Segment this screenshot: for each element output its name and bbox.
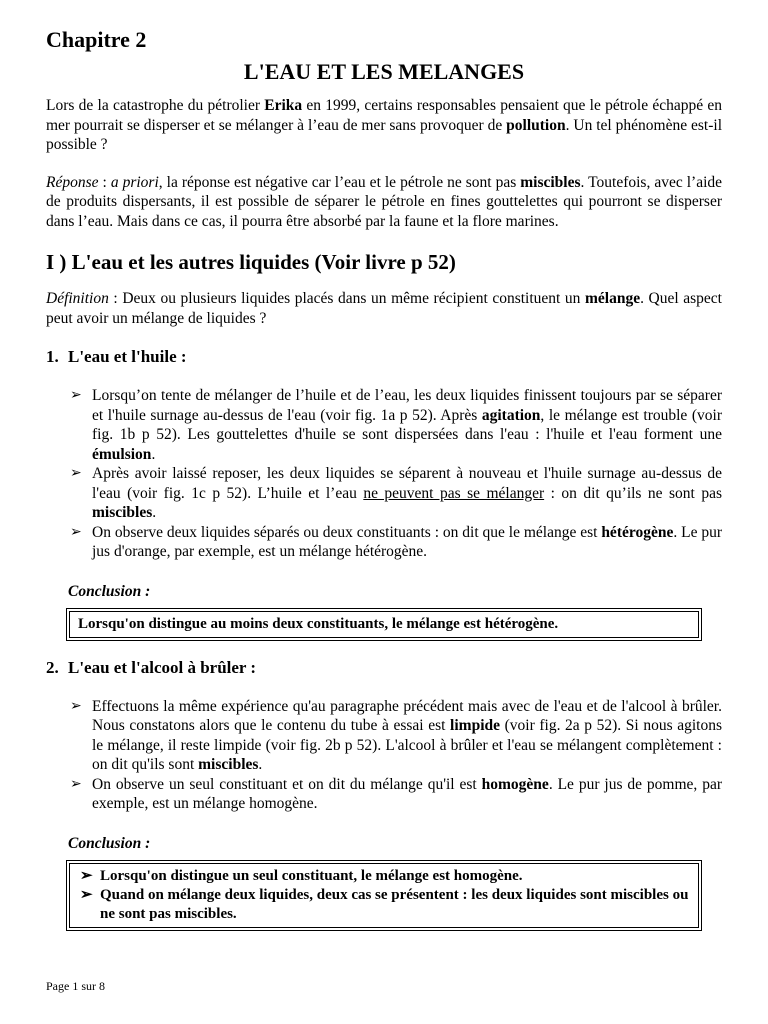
intro-bold-pollution: pollution: [506, 116, 566, 134]
answer-text-2: , la réponse est négative car l’eau et le pétrole ne sont pas: [158, 173, 521, 191]
item-text: Effectuons la même expérience qu'au paragraphe précédent mais avec de l'eau et de l'alcool à brûler. Nous constatons alors que le contenu du tube à essai est: [92, 697, 722, 734]
item-text: Lorsqu’on tente de mélanger de l’huile et de l’eau, les deux liquides finissent toujours par se séparer et l'huile surnage au-dessus de l'eau (voir fig. 1a p 52). Après: [92, 387, 722, 424]
subsection-1-title-text: L'eau et l'huile :: [68, 347, 187, 366]
conclusion-1-box: Lorsqu'on distingue au moins deux constituants, le mélange est hétérogène.: [66, 608, 702, 641]
subsection-2-number: 2.: [46, 657, 59, 677]
item-bold: hétérogène: [601, 523, 674, 541]
item-text: On observe deux liquides séparés ou deux constituants : on dit que le mélange est: [92, 523, 602, 541]
item-text: : on dit qu’ils ne sont pas: [544, 484, 722, 502]
item-text: . Le pur jus d'orange, par exemple, est un mélange hétérogène.: [92, 523, 722, 560]
item-text: .: [151, 445, 156, 463]
answer-bold-miscibles: miscibles: [520, 173, 581, 191]
subsection-2-title-text: L'eau et l'alcool à brûler :: [68, 657, 257, 677]
arrow-bullet-icon: ➢: [70, 524, 82, 540]
item-text: .: [258, 756, 263, 773]
answer-text-1: :: [98, 173, 111, 191]
item-bold: agitation: [481, 406, 541, 424]
item-bold: miscibles: [198, 756, 259, 773]
item-text: Après avoir laissé reposer, les deux liquides se séparent à nouveau et l'huile surnage au-dessus de l'eau (voir fig. 1c p 52). L’huile et l’eau: [92, 465, 722, 502]
conclusion-1-label: Conclusion :: [68, 582, 151, 600]
intro-text-3: . Un tel phénomène est-il possible ?: [46, 116, 723, 153]
subsection-1-number: 1.: [46, 347, 59, 366]
list-item: [70, 697, 722, 775]
conclusion-item: [78, 886, 690, 924]
intro-text-2: en 1999, certains responsables pensaient que le pétrole échappé en mer pourrait se disperser et se mélanger à l’eau de mer sans provoquer de: [46, 97, 722, 134]
subsection-1-title: [46, 346, 722, 368]
definition-text-1: : Deux ou plusieurs liquides placés dans un même récipient constituent un: [108, 290, 585, 307]
arrow-bullet-icon: ➢: [70, 466, 82, 481]
intro-paragraph: [46, 96, 722, 155]
conclusion-2-label: Conclusion :: [68, 834, 151, 852]
item-text: .: [152, 504, 157, 521]
answer-italic-apriori: a priori: [110, 173, 159, 191]
section-1-title: I ) L'eau et les autres liquides (Voir livre p 52): [46, 250, 456, 274]
page-footer: Page 1 sur 8: [46, 979, 105, 993]
arrow-bullet-icon: ➢: [70, 388, 82, 403]
conclusion-2-list: [78, 867, 690, 924]
arrow-bullet-icon: ➢: [70, 776, 82, 792]
chapter-heading: Chapitre 2: [46, 27, 147, 52]
definition-bold-melange: mélange: [585, 290, 641, 307]
list-item: [70, 386, 722, 464]
list-item: [70, 775, 722, 814]
item-text: On observe un seul constituant et on dit du mélange qu'il est: [92, 775, 482, 793]
conclusion-item: [78, 867, 690, 886]
arrow-bullet-icon: ➢: [80, 867, 93, 884]
document-page: [46, 26, 722, 931]
intro-bold-erika: Erika: [264, 97, 303, 114]
subsection-2-list: [70, 697, 722, 814]
item-bold: limpide: [450, 717, 500, 734]
item-underlined: ne peuvent pas se mélanger: [363, 484, 545, 502]
subsection-1-list: [70, 386, 722, 562]
arrow-bullet-icon: ➢: [70, 698, 82, 714]
item-text: , le mélange est trouble (voir fig. 1b p 52). Les gouttelettes d'huile se sont dispersées dans l'eau : l'huile et l'eau forment une: [92, 406, 722, 443]
item-bold: miscibles: [92, 504, 153, 521]
answer-text-3: . Toutefois, avec l’aide de produits dispersants, il est possible de séparer le pétrole en fines gouttelettes qui pourront se disperser dans l’eau. Mais dans ce cas, il pourra être absorbé par la faune et la flore marines.: [46, 173, 723, 230]
item-bold: homogène: [481, 775, 549, 793]
answer-label: Réponse: [46, 173, 99, 191]
conclusion-2-box: [66, 860, 702, 931]
item-bold: émulsion: [92, 445, 152, 463]
page-title: L'EAU ET LES MELANGES: [243, 59, 525, 84]
definition-label: Définition: [46, 290, 109, 307]
intro-text-1: Lors de la catastrophe du pétrolier: [46, 97, 265, 114]
item-text: . Le pur jus de pomme, par exemple, est un mélange homogène.: [92, 775, 722, 812]
item-text: (voir fig. 2a p 52). Si nous agitons le mélange, il reste limpide (voir fig. 2b p 52). L'alcool à brûler et l'eau se mélangent complètement : on dit qu'ils sont: [92, 717, 722, 773]
conclusion-item-text: Lorsqu'on distingue un seul constituant, le mélange est homogène.: [100, 867, 523, 884]
list-item: [70, 523, 722, 562]
answer-paragraph: [46, 173, 722, 232]
arrow-bullet-icon: ➢: [80, 886, 93, 903]
list-item: [70, 464, 722, 523]
definition-text-2: . Quel aspect peut avoir un mélange de liquides ?: [46, 290, 722, 327]
subsection-2-title: [46, 657, 722, 679]
conclusion-item-text: Quand on mélange deux liquides, deux cas se présentent : les deux liquides sont miscibles ou ne sont pas miscibles.: [100, 886, 689, 922]
definition-paragraph: [46, 289, 722, 328]
